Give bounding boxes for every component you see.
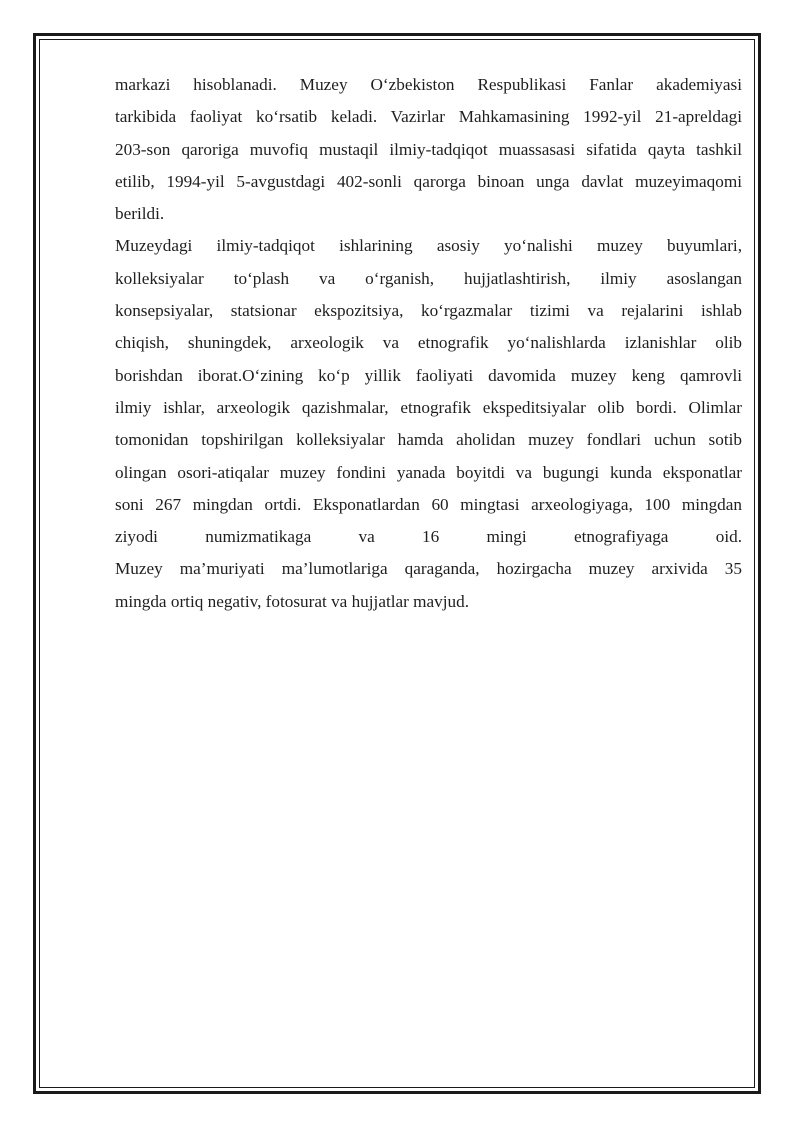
text-line: Muzey ma’muriyati ma’lumotlariga qaraganda, hozirgacha muzey arxivida 35 bbox=[115, 559, 742, 579]
text-line: 203-son qaroriga muvofiq mustaqil ilmiy-tadqiqot muassasasi sifatida qayta tashkil bbox=[115, 139, 742, 159]
text-line: etilib, 1994-yil 5-avgustdagi 402-sonli qarorga binoan unga davlat muzeyimaqomi bbox=[115, 171, 742, 191]
paragraph-2 bbox=[115, 230, 742, 553]
text-line: olingan osori-atiqalar muzey fondini yanada boyitdi va bugungi kunda eksponatlar bbox=[115, 462, 742, 482]
text-line: ilmiy ishlar, arxeologik qazishmalar, etnografik ekspeditsiyalar olib bordi. Olimlar bbox=[115, 397, 742, 417]
document-body bbox=[115, 69, 742, 618]
text-line: Muzeydagi ilmiy-tadqiqot ishlarining asosiy yo‘nalishi muzey buyumlari, bbox=[115, 236, 742, 256]
text-line: soni 267 mingdan ortdi. Eksponatlardan 60 mingtasi arxeologiyaga, 100 mingdan bbox=[115, 494, 742, 514]
text-line: chiqish, shuningdek, arxeologik va etnografik yo‘nalishlarda izlanishlar olib bbox=[115, 333, 742, 353]
text-line: ziyodi numizmatikaga va 16 mingi etnografiyaga oid. bbox=[115, 527, 742, 547]
text-line: markazi hisoblanadi. Muzey O‘zbekiston Respublikasi Fanlar akademiyasi bbox=[115, 75, 742, 94]
paragraph-3 bbox=[115, 553, 742, 618]
text-line: borishdan iborat.O‘zining ko‘p yillik faoliyati davomida muzey keng qamrovli bbox=[115, 365, 742, 385]
text-line: konsepsiyalar, statsionar ekspozitsiya, ko‘rgazmalar tizimi va rejalarini ishlab bbox=[115, 301, 742, 321]
paragraph-1 bbox=[115, 69, 742, 230]
text-line: mingda ortiq negativ, fotosurat va hujjatlar mavjud. bbox=[115, 591, 470, 611]
text-line: kolleksiyalar to‘plash va o‘rganish, hujjatlashtirish, ilmiy asoslangan bbox=[115, 268, 742, 288]
text-line: berildi. bbox=[115, 204, 165, 224]
text-line: tomonidan topshirilgan kolleksiyalar hamda aholidan muzey fondlari uchun sotib bbox=[115, 430, 742, 450]
text-line: tarkibida faoliyat ko‘rsatib keladi. Vazirlar Mahkamasining 1992-yil 21-apreldagi bbox=[115, 107, 742, 127]
